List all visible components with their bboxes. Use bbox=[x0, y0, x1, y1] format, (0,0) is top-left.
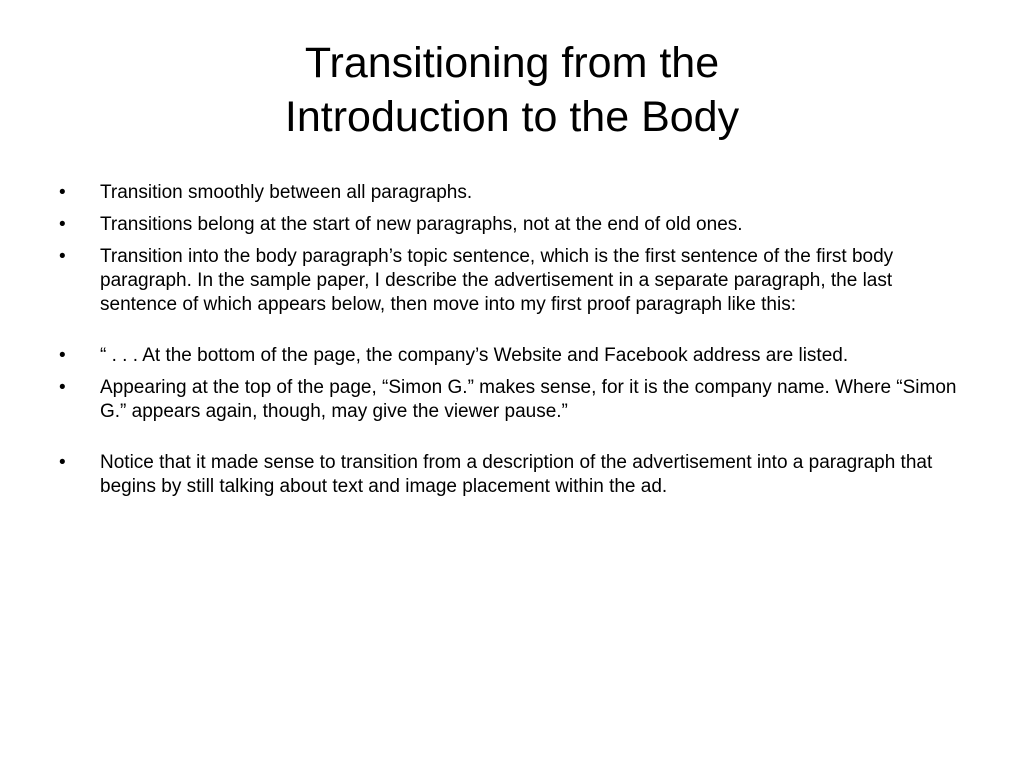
bullet-icon: • bbox=[59, 377, 66, 398]
bullet-icon: • bbox=[59, 214, 66, 235]
slide-title-line-1: Transitioning from the bbox=[304, 39, 720, 87]
bullet-text: Appearing at the top of the page, “Simon G.” makes sense, for it is the company name. Where “Simon G.” appears again, though, may give the viewer pause.” bbox=[100, 377, 957, 422]
bullet-text: Notice that it made sense to transition from a description of the advertisement into a paragraph that begins by still talking about text and image placement within the ad. bbox=[100, 452, 933, 497]
slide-title bbox=[60, 36, 964, 144]
bullet-text: Transition into the body paragraph’s topic sentence, which is the first sentence of the first body paragraph. In the sample paper, I describe the advertisement in a separate paragraph, the last sentence of which appears below, then move into my first proof paragraph like this: bbox=[100, 246, 894, 315]
bullet-text: “ . . . At the bottom of the page, the company’s Website and Facebook address are listed. bbox=[100, 345, 849, 366]
slide-title-line-2: Introduction to the Body bbox=[284, 93, 740, 141]
bullet-item bbox=[58, 451, 968, 499]
bullet-item bbox=[58, 344, 968, 368]
bullet-icon: • bbox=[59, 345, 66, 366]
bullet-icon: • bbox=[59, 452, 66, 473]
bullet-list bbox=[58, 181, 968, 507]
bullet-icon: • bbox=[59, 182, 66, 203]
bullet-icon: • bbox=[59, 246, 66, 267]
bullet-item bbox=[58, 181, 968, 205]
bullet-item bbox=[58, 213, 968, 237]
bullet-item bbox=[58, 376, 968, 424]
bullet-text: Transitions belong at the start of new paragraphs, not at the end of old ones. bbox=[100, 214, 743, 235]
bullet-text: Transition smoothly between all paragraphs. bbox=[100, 182, 473, 203]
bullet-item bbox=[58, 245, 968, 317]
